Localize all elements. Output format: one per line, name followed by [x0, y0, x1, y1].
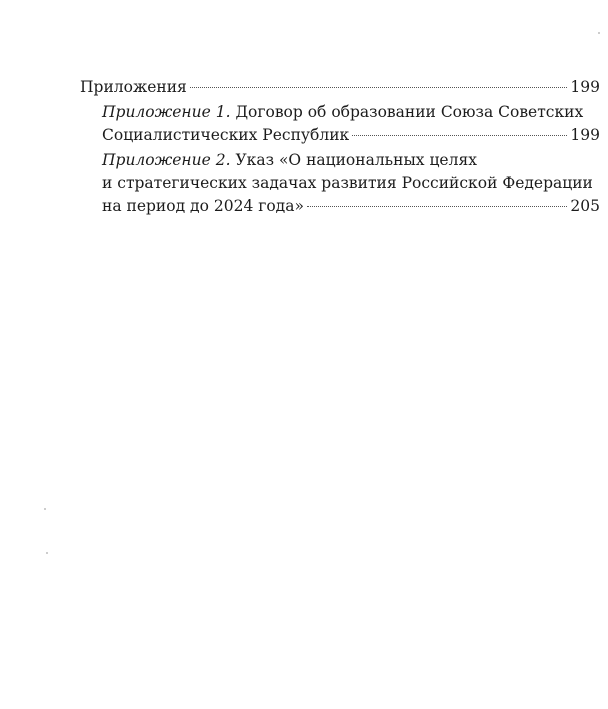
toc-page-number: 205: [570, 197, 600, 215]
toc-page-number: 199: [570, 78, 600, 96]
table-of-contents: [80, 76, 600, 220]
appendix-title-line: Социалистических Республик: [102, 126, 350, 144]
toc-entry-line: [102, 195, 600, 218]
toc-entry-line: [102, 124, 600, 147]
scan-speck: [598, 32, 600, 34]
toc-entry-appendices[interactable]: [80, 76, 600, 99]
dot-leader: [190, 87, 568, 88]
appendix-label: Приложение 2.: [102, 151, 231, 169]
appendix-title-line: Указ «О национальных целях: [235, 151, 477, 169]
toc-entry-title: Приложения: [80, 78, 187, 96]
appendix-title-line: и стратегических задачах развития Российской Федерации: [102, 174, 593, 192]
toc-entry-appendix-1[interactable]: [80, 101, 600, 147]
toc-page-number: 199: [570, 126, 600, 144]
appendix-title-line: на период до 2024 года»: [102, 197, 304, 215]
toc-entry-appendix-2[interactable]: [80, 149, 600, 218]
scan-speck: [44, 508, 46, 510]
dot-leader: [352, 135, 567, 136]
toc-entry-line: [102, 172, 600, 195]
appendix-title-line: Договор об образовании Союза Советских: [235, 103, 584, 121]
toc-entry-line: [102, 101, 600, 124]
appendix-label: Приложение 1.: [102, 103, 231, 121]
dot-leader: [307, 206, 567, 207]
toc-entry-line: [102, 149, 600, 172]
scan-speck: [46, 552, 48, 554]
toc-entry-line: [80, 76, 600, 99]
